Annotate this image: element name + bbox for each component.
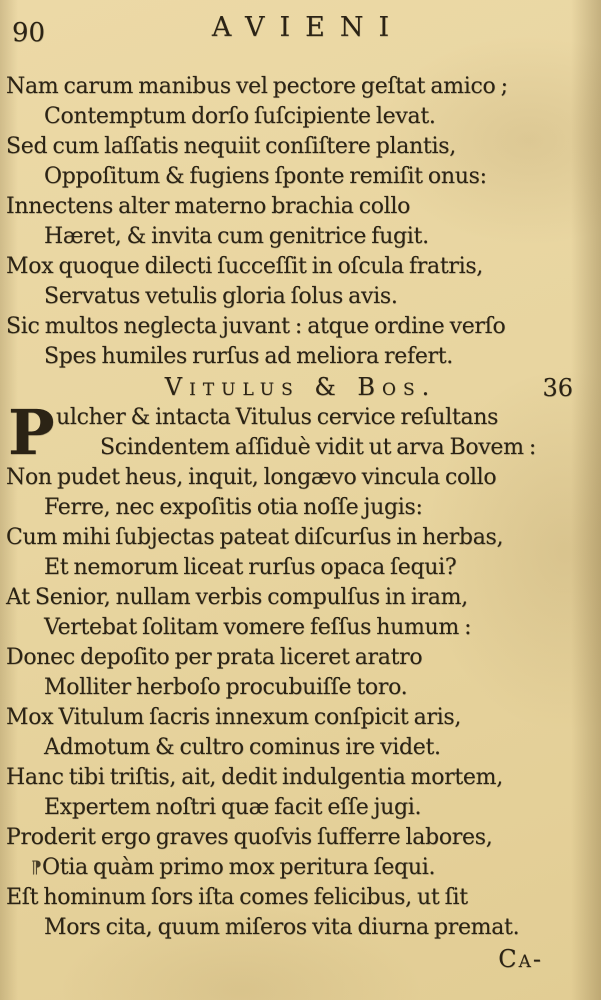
verse-line: Non pudet heus, inquit, longævo vincula collo (6, 465, 497, 490)
verse-line: Expertem noſtri quæ facit eſſe jugi. (44, 795, 422, 820)
verse-line: Vertebat ſolitam vomere feſſus humum : (44, 615, 472, 640)
verse-line: Servatus vetulis gloria ſolus avis. (44, 284, 398, 309)
verse-line (0, 853, 601, 883)
verse-line: Ferre, nec expoſitis otia noſſe jugis: (44, 495, 423, 520)
verse-line: Innectens alter materno brachia collo (6, 194, 411, 219)
verse-line: Mox quoque dilecti ſucceſſit in oſcula fratris, (6, 254, 484, 279)
verse-line: Hanc tibi triſtis, ait, dedit indulgentia mortem, (6, 765, 503, 790)
verse-line: Cum mihi ſubjectas pateat diſcurſus in herbas, (6, 525, 504, 550)
paragraph-mark-icon: ¶ (31, 858, 42, 878)
catchword: Ca- (498, 945, 543, 973)
verse-line: ulcher & intacta Vitulus cervice reſultans (56, 405, 499, 430)
verse-line: Mors cita, quum miſeros vita diurna premat. (44, 915, 520, 940)
drop-cap: P (8, 396, 55, 469)
verse-line: Mox Vitulum ſacris innexum conſpicit aris, (6, 705, 462, 730)
fable-number: 36 (542, 374, 573, 402)
page-header (0, 12, 601, 52)
section-title: Vitulus & Bos. (164, 373, 437, 401)
drop-cap-block (0, 396, 601, 469)
verse-line-text: Otia quàm primo mox peritura ſequi. (42, 855, 436, 880)
verse-line: Scindentem aſſiduè vidit ut arva Bovem : (100, 435, 537, 460)
verse-line: Donec depoſito per prata liceret aratro (6, 645, 423, 670)
verse-line: Oppoſitum & fugiens ſponte remiſit onus: (44, 164, 487, 189)
verse-line: Sed cum laſſatis nequiit conſiſtere plantis, (6, 134, 456, 159)
verse-line: Nam carum manibus vel pectore geſtat amico ; (6, 74, 508, 99)
verse-line: Eſt hominum ſors iſta comes felicibus, ut ſit (6, 885, 468, 910)
fable-body (0, 396, 601, 943)
running-title: AVIENI (211, 12, 405, 43)
page-number: 90 (12, 18, 46, 48)
verse-line: Proderit ergo graves quoſvis ſufferre labores, (6, 825, 493, 850)
verse-line: Sic multos neglecta juvant : atque ordine verſo (6, 314, 506, 339)
previous-fable-end (0, 72, 601, 372)
verse-line: Hæret, & invita cum genitrice fugit. (44, 224, 429, 249)
section-heading (0, 372, 601, 403)
verse-line: Contemptum dorſo ſuſcipiente levat. (44, 104, 436, 129)
verse-line: Admotum & cultro cominus ire videt. (44, 735, 441, 760)
verse-line: Molliter herboſo procubuiſſe toro. (44, 675, 408, 700)
verse-line: Et nemorum liceat rurſus opaca ſequi? (44, 555, 457, 580)
verse-line: Spes humiles rurſus ad meliora refert. (44, 344, 453, 369)
verse-line: At Senior, nullam verbis compulſus in iram, (6, 585, 468, 610)
